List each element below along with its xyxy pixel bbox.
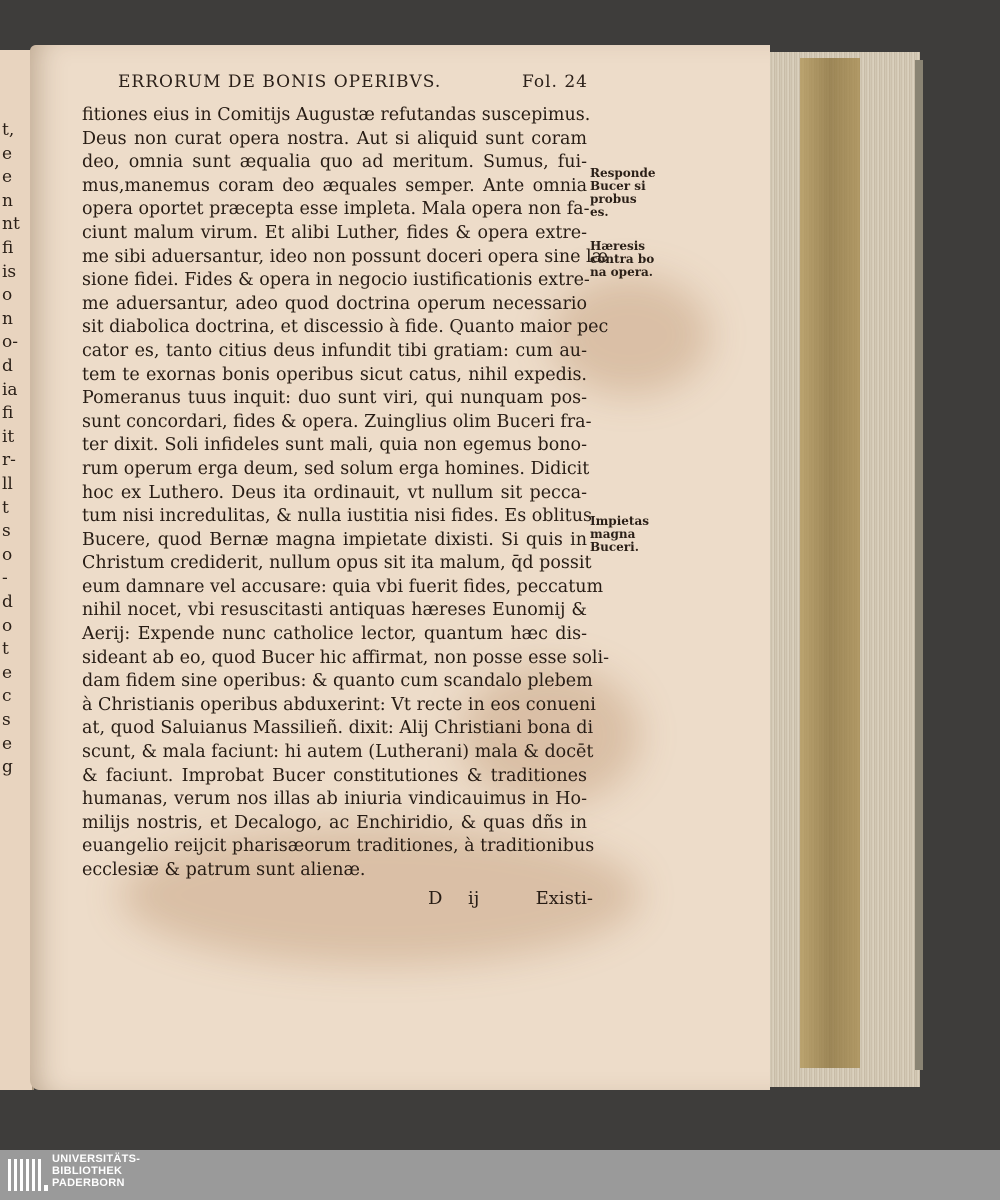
library-footer-bar xyxy=(0,1150,1000,1200)
left-page-fragment: it xyxy=(2,426,15,447)
marginal-note-line: Impietas xyxy=(590,514,649,528)
text-line: sit diabolica doctrina, et discessio à fide. Quanto maior pec xyxy=(82,317,609,338)
marginal-note-line: magna xyxy=(590,527,636,541)
text-line: sunt concordari, fides & opera. Zuinglius olim Buceri fra- xyxy=(82,411,592,432)
left-page-fragment: e xyxy=(2,662,13,683)
text-line: rum operum erga deum, sed solum erga homines. Didicit xyxy=(82,458,590,479)
left-page-fragment: e xyxy=(2,167,13,188)
library-logo-icon xyxy=(6,1155,50,1195)
marginal-note-line: Buceri. xyxy=(590,540,639,554)
text-line: cator es, tanto citius deus infundit tibi gratiam: cum au- xyxy=(82,340,587,361)
text-line: nihil nocet, vbi resuscitasti antiquas hæreses Eunomij & xyxy=(82,600,587,621)
text-line: Pomeranus tuus inquit: duo sunt viri, qui nunquam pos- xyxy=(82,388,587,409)
text-line: humanas, verum nos illas ab iniuria vindicauimus in Ho- xyxy=(82,789,587,810)
text-line: tum nisi incredulitas, & nulla iustitia nisi fides. Es oblitus xyxy=(82,506,592,527)
left-page-fragment: n xyxy=(2,308,13,329)
text-line: sione fidei. Fides & opera in negocio iustificationis extre- xyxy=(82,270,590,291)
text-line: Bucere, quod Bernæ magna impietate dixisti. Si quis in xyxy=(82,529,587,550)
left-page-fragment: d xyxy=(2,356,13,376)
running-title: ERRORUM DE BONIS OPERIBVS. xyxy=(118,72,442,92)
library-name-line2: BIBLIOTHEK xyxy=(52,1165,123,1177)
catchword: Existi- xyxy=(535,888,593,909)
marginal-note-line: na opera. xyxy=(590,265,653,279)
left-page-fragment: o- xyxy=(2,332,18,353)
left-page-fragment: s xyxy=(2,521,11,542)
gilt-edge xyxy=(800,58,860,1068)
left-page-fragment: t xyxy=(2,639,9,660)
marginal-note-line: Responde xyxy=(590,166,656,180)
text-line: Aerij: Expende nunc catholice lector, quantum hæc dis- xyxy=(82,624,587,645)
left-page-fragment: r- xyxy=(2,450,16,471)
text-line: euangelio reijcit pharisæorum traditiones, à traditionibus xyxy=(82,836,595,857)
library-name-line1: UNIVERSITÄTS- xyxy=(52,1153,141,1165)
left-page-fragment: n xyxy=(2,190,13,211)
left-page-fragment: fi xyxy=(2,238,14,258)
left-page-fragment: t xyxy=(2,497,9,518)
left-page-fragment: o xyxy=(2,544,13,565)
text-line: Deus non curat opera nostra. Aut si aliquid sunt coram xyxy=(82,128,587,149)
text-line: dam fidem sine operibus: & quanto cum scandalo plebem xyxy=(82,671,593,692)
left-page-fragment: fi xyxy=(2,403,14,424)
left-page-fragment: e xyxy=(2,143,13,164)
text-line: opera oportet præcepta esse impleta. Mala opera non fa- xyxy=(82,199,590,220)
text-line: ter dixit. Soli infideles sunt mali, quia non egemus bono- xyxy=(82,435,587,456)
text-line: deo, omnia sunt æqualia quo ad meritum. Sumus, fui- xyxy=(82,152,587,173)
text-line: fitiones eius in Comitijs Augustæ refutandas suscepimus. xyxy=(82,105,591,125)
marginal-note-responde xyxy=(590,167,670,219)
text-line: milijs nostris, et Decalogo, ac Enchiridio, & quas dñs in xyxy=(82,812,587,833)
marginal-note-impietas xyxy=(590,515,670,554)
text-line: at, quod Saluianus Massilieñ. dixit: Alij Christiani bona di xyxy=(82,718,594,739)
left-page-fragment: nt xyxy=(2,214,20,235)
text-line: me aduersantur, adeo quod doctrina operum necessario xyxy=(82,293,587,314)
text-line: mus,manemus coram deo æquales semper. Ante omnia xyxy=(82,175,587,196)
left-page-fragment: ll xyxy=(2,474,13,494)
text-line: ciunt malum virum. Et alibi Luther, fides & opera extre- xyxy=(82,222,587,243)
marginal-note-line: probus xyxy=(590,192,637,206)
text-line: & faciunt. Improbat Bucer constitutiones & traditiones xyxy=(82,765,587,786)
text-line: me sibi aduersantur, ideo non possunt doceri opera sine læ xyxy=(82,246,609,267)
left-page-fragment: ia xyxy=(2,379,18,400)
main-text-block xyxy=(82,104,610,883)
library-name xyxy=(52,1153,140,1189)
marginal-note-line: Hæresis xyxy=(590,239,646,253)
left-page-fragment: d xyxy=(2,592,13,612)
left-page-fragment: o xyxy=(2,615,13,636)
folio-number: Fol. 24 xyxy=(522,72,588,92)
text-line: ecclesiæ & patrum sunt alienæ. xyxy=(82,860,366,880)
left-page-edge xyxy=(0,50,34,1090)
left-page-fragment: o xyxy=(2,285,13,306)
text-line: eum damnare vel accusare: quia vbi fuerit fides, peccatum xyxy=(82,576,604,597)
text-line: Christum crediderit, nullum opus sit ita malum, q̄d possit xyxy=(82,553,592,574)
marginal-note-haeresis xyxy=(590,240,670,279)
left-page-fragment: - xyxy=(2,568,8,589)
marginal-note-line: contra bo xyxy=(590,252,655,266)
left-page-fragment: c xyxy=(2,686,12,707)
signature-number: ij xyxy=(468,888,480,909)
signature-mark: D xyxy=(428,888,443,909)
left-page-fragment: is xyxy=(2,261,17,282)
text-line: hoc ex Luthero. Deus ita ordinauit, vt nullum sit pecca- xyxy=(82,482,587,503)
marginal-note-line: Bucer si xyxy=(590,179,646,193)
left-page-fragment: t, xyxy=(2,120,15,140)
cover-edge xyxy=(915,60,923,1070)
library-name-line3: PADERBORN xyxy=(52,1177,125,1189)
left-page-fragment: e xyxy=(2,733,13,754)
text-line: sideant ab eo, quod Bucer hic affirmat, non posse esse soli- xyxy=(82,647,610,668)
text-line: à Christianis operibus abduxerint: Vt recte in eos conueni xyxy=(82,694,596,715)
text-line: scunt, & mala faciunt: hi autem (Lutherani) mala & docēt xyxy=(82,742,594,763)
marginal-note-line: es. xyxy=(590,205,609,219)
left-page-fragment: s xyxy=(2,710,11,730)
left-page-fragment: g xyxy=(2,757,13,778)
text-line: tem te exornas bonis operibus sicut catus, nihil expedis. xyxy=(82,364,587,385)
